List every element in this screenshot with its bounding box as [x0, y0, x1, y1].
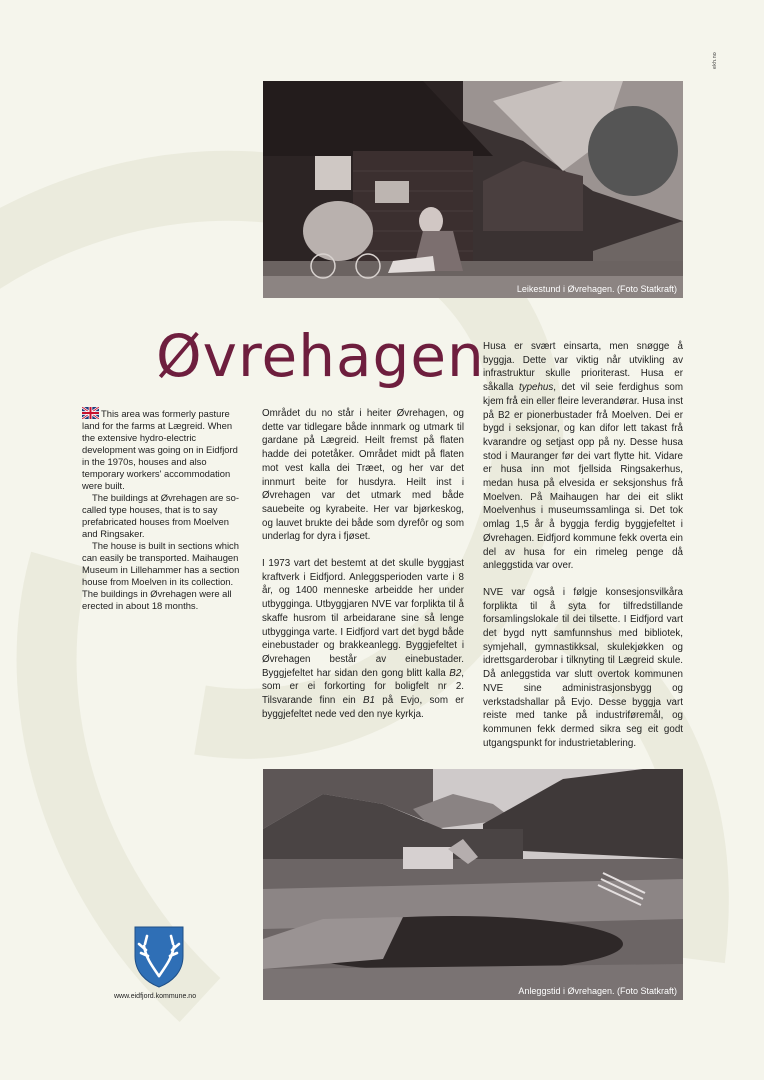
col1-paragraph-2 [262, 557, 464, 721]
text-column-1 [262, 407, 464, 734]
text-column-2 [483, 340, 683, 763]
col1-paragraph-1: Området du no står i heiter Øvrehagen, og dette var tidlegare både innmark og utmark til gardane på Lægreid. Heilt fremst på flaten hadde dei potetåker. Området midt på flaten mot vest kalla dei Træet, og her var det innmurt beite for husdyra. Heilt inst i Øvrehagen var det utmark med både sauebeite og kyrabeite. Her var bjørkeskog, og lauvet brukte dei både som dyrefôr og som underlag for dyra i fjøset. [262, 408, 464, 543]
col1-p2-text-b: , som er ei forkorting for boligfelt nr 2. Tilsvarande finn ein [262, 667, 464, 707]
col2-p1-text-b: , det vil seie ferdighus som kjem frå ein eller fleire leverandørar. Husa inst på B2 er pionerbustader frå Moelven. Dei er bygd i seksjonar, og kan difor lett takast frå kvarandre og setjast opp på ny. Desse husa stod i Mauranger før dei vart flytte hit. Vidare er husa inn mot fjellsida Ringsakerhus, medan husa på elvesida er seksjonshus frå Moelven. På Maihaugen har dei eit slikt Moelvenhus i museumssamlinga si. Det tok omlag 1,5 år å byggja ferdig byggjefeltet i Øvrehagen. Eidfjord kommune fekk overta ein del av husa for ein rimeleg penge då anleggstida var over. [483, 382, 684, 572]
photo-construction [263, 769, 683, 1000]
col2-p1-term-typehus: typehus [518, 382, 554, 394]
photo-construction-image [263, 769, 683, 1000]
col2-p1-text-a: Husa er svært einsarta, men snøgge å byggja. Dette var viktig når utvikling av infrastruktur skulle prioriterast. Husa er såkalla [483, 341, 683, 394]
col1-p2-text-c: på Evjo, som er byggjefeltet nede ved den nye kyrkja. [262, 695, 464, 720]
english-paragraph-2: The buildings at Øvrehagen are so-called type houses, that is to say prefabricated houses from Moelven and Ringsaker. [82, 492, 239, 539]
design-credit: ekh.no [712, 52, 718, 69]
col1-p2-text-a: I 1973 vart det bestemt at det skulle byggjast kraftverk i Eidfjord. Anleggsperioden varte i 8 år, og 1400 menneske arbeidde her under utbygginga. Utbyggjaren NVE var forplikta til å skaffe husrom til arbeidarane sine så lenge utbygginga varte. I Eidfjord vart det bygd både einebustader og brakkeanlegg. Byggjefeltet i Øvrehagen består av einebustader. Byggjefeltet har sidan den gong blitt kalla [262, 558, 464, 679]
photo-caption: Leikestund i Øvrehagen. (Foto Statkraft) [516, 284, 677, 294]
english-paragraph-1: This area was formerly pasture land for the farms at Lægreid. When the extensive hydro-electric development was going on in Eidfjord in the 1970s, houses and also temporary workers' accommodation were built. [82, 408, 238, 491]
photo-playtime [263, 81, 683, 298]
page-title: Øvrehagen [156, 322, 485, 390]
photo-playtime-image [263, 81, 683, 298]
footer-url[interactable]: www.eidfjord.kommune.no [114, 993, 197, 1000]
col2-paragraph-2: NVE var også i følgje konsesjonsvilkåra forplikta til å syta for tilfredstillande forsamlingslokale til dei tilsette. I Eidfjord vart det bygd nytt samfunnshus med bibliotek, symjehall, gymnastikksal, skulekjøkken og idrettsgarderobar i tilknyting til Lægreid skule. Då anleggstida var slutt overtok kommunen NVE sine administrasjonsbygg og verkstadshallar på Evjo. Desse byggja vart reiste med tanke på industriføremål, og kommunen fekk dermed sikra seg eit godt utgangspunkt for industrietablering. [483, 586, 683, 749]
eidfjord-coat-of-arms-icon [134, 926, 184, 988]
col2-paragraph-1 [483, 340, 683, 573]
col1-p2-term-b1: B1 [363, 695, 375, 707]
col1-p2-term-b2: B2 [449, 667, 462, 679]
uk-flag-icon [82, 407, 99, 419]
photo-caption: Anleggstid i Øvrehagen. (Foto Statkraft) [518, 986, 677, 996]
english-summary [82, 407, 242, 612]
english-paragraph-3: The house is built in sections which can easily be transported. Maihaugen Museum in Lillehammer has a section house from Moelven in its collection. The buildings in Øvrehagen were all erected in about 18 months. [82, 540, 240, 611]
